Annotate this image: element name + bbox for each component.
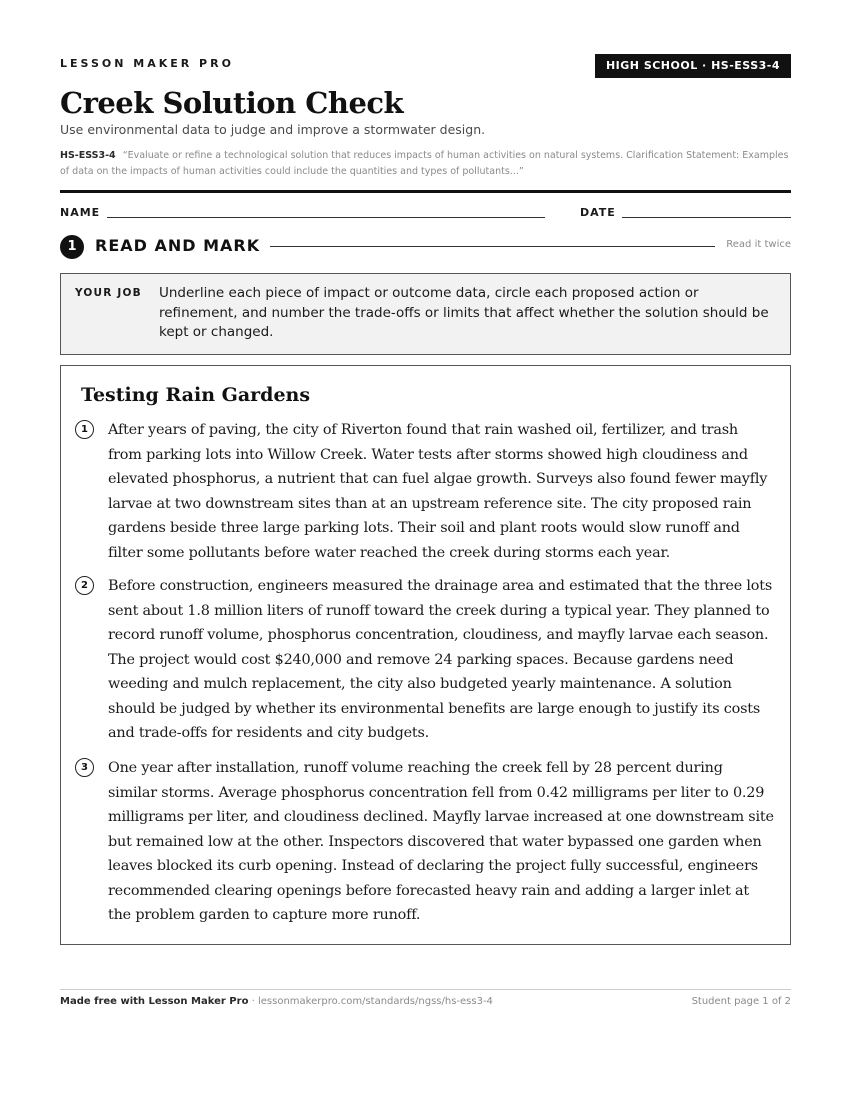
standard-statement [60, 148, 791, 180]
paragraph-number: 3 [75, 758, 94, 777]
page-title: Creek Solution Check [60, 86, 404, 120]
paragraph-text: Before construction, engineers measured the drainage area and estimated that the three lots sent about 1.8 million liters of runoff toward the creek during a typical year. They planned to record runoff volume, phosphorus concentration, cloudiness, and mayfly larvae each season. The project would cost $240,000 and remove 24 parking spaces. Because gardens need weeding and mulch replacement, the city also budgeted yearly maintenance. A solution should be judged by whether its environmental benefits are large enough to justify its costs and trade-offs for residents and city budgets. [108, 578, 773, 741]
paragraph-number: 1 [75, 420, 94, 439]
footer-credit [60, 996, 493, 1007]
page-subtitle: Use environmental data to judge and improve a stormwater design. [60, 122, 486, 137]
standard-code: HS-ESS3-4 [60, 150, 116, 161]
your-job-label: YOUR JOB [75, 287, 142, 299]
reading-passage [60, 365, 791, 945]
header-divider [60, 190, 791, 193]
footer-separator: · [248, 996, 258, 1007]
footer-brand: Made free with Lesson Maker Pro [60, 996, 249, 1007]
date-field[interactable] [622, 217, 791, 218]
brand-name: LESSON MAKER PRO [60, 57, 234, 70]
step-number-badge: 1 [60, 235, 84, 259]
footer-divider [60, 989, 791, 990]
standard-text: “Evaluate or refine a technological solution that reduces impacts of human activities on natural systems. Clarification Statement: Examples of data on the impacts of human activities could include the quantities and types of pollutants...” [60, 150, 789, 177]
footer-url-link[interactable]: lessonmakerpro.com/standards/ngss/hs-ess3-4 [257, 996, 493, 1007]
section-title: READ AND MARK [95, 236, 261, 255]
section-divider [270, 246, 715, 247]
date-label: DATE [580, 206, 616, 219]
your-job-box [60, 273, 791, 355]
paragraph-number: 2 [75, 576, 94, 595]
section-hint: Read it twice [726, 239, 791, 250]
paragraph-text: After years of paving, the city of Riverton found that rain washed oil, fertilizer, and trash from parking lots into Willow Creek. Water tests after storms showed high cloudiness and elevated phosphorus, a nutrient that can fuel algae growth. Surveys also found fewer mayfly larvae at two downstream sites than at an upstream reference site. The city proposed rain gardens beside three large parking lots. Their soil and plant roots would slow runoff and filter some pollutants before water reached the creek during storms each year. [108, 422, 768, 561]
worksheet-page [60, 0, 791, 1100]
level-badge: HIGH SCHOOL · HS-ESS3-4 [595, 54, 791, 78]
passage-title: Testing Rain Gardens [81, 384, 311, 406]
name-label: NAME [60, 206, 101, 219]
paragraph-text: One year after installation, runoff volume reaching the creek fell by 28 percent during similar storms. Average phosphorus concentration fell from 0.42 milligrams per liter to 0.29 milligrams per liter, and cloudiness declined. Mayfly larvae increased at one downstream site but remained low at the other. Inspectors discovered that water bypassed one garden when leaves blocked its curb opening. Instead of declaring the project fully successful, engineers recommended clearing openings before forecasted heavy rain and adding a larger inlet at the problem garden to capture more runoff. [108, 760, 774, 923]
page-indicator: Student page 1 of 2 [691, 996, 791, 1007]
your-job-text: Underline each piece of impact or outcome data, circle each proposed action or refinement, and number the trade-offs or limits that affect whether the solution should be kept or changed. [159, 285, 769, 340]
name-field[interactable] [107, 217, 545, 218]
